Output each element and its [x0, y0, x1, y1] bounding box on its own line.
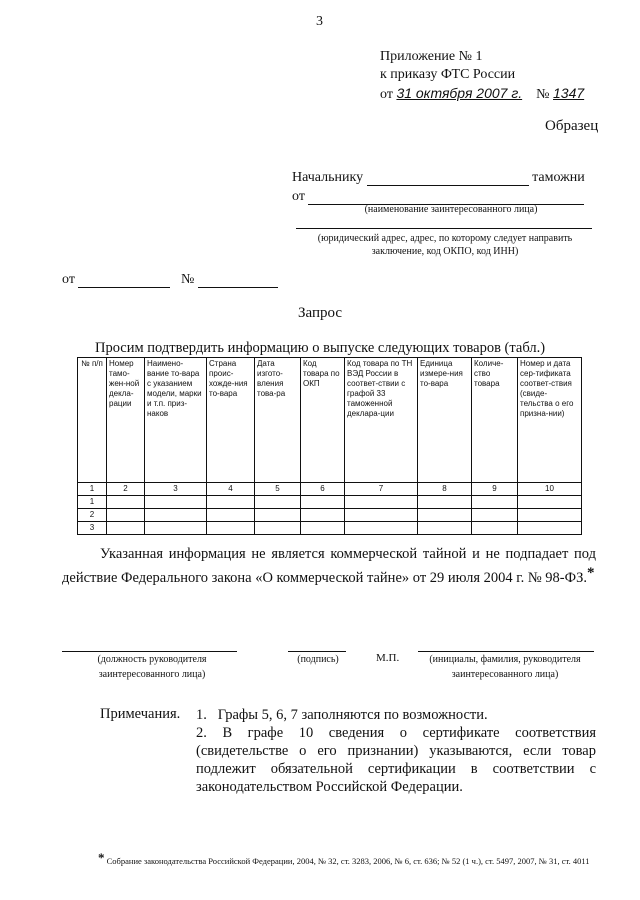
table-cell[interactable] [107, 509, 145, 522]
statement-paragraph [62, 545, 596, 588]
table-cell[interactable] [107, 496, 145, 509]
caption-name: (наименование заинтересованного лица) [364, 204, 538, 215]
column-number: 7 [345, 483, 418, 496]
from-label: от [292, 189, 305, 204]
column-number: 10 [518, 483, 582, 496]
note-2: 2. В графе 10 сведения о сертификате соответствия (свидетельстве о его признании) указываются, если товар подлежит обязательной сертификации в соответствии с законодательством Российской Федерации. [196, 725, 596, 795]
appendix-number: 1347 [553, 85, 585, 101]
table-cell[interactable] [345, 496, 418, 509]
header-cell: Код товара по ТН ВЭД России в соответ-ствии с графой 33 таможенной деклара-ции [345, 358, 418, 483]
statement-text: Указанная информация не является коммерческой тайной и не подпадает под действие Федерального закона «О коммерческой тайне» от 29 июля 2004 г. № 98-ФЗ. [62, 546, 596, 586]
appendix-number-prefix: № [536, 87, 550, 102]
column-number: 6 [301, 483, 345, 496]
sample-label: Образец [545, 118, 599, 134]
row-number: 3 [78, 522, 107, 535]
column-number: 8 [418, 483, 472, 496]
column-number: 9 [472, 483, 518, 496]
column-number: 5 [255, 483, 301, 496]
addressee-chief-line [292, 170, 585, 186]
header-cell: Код товара по ОКП [301, 358, 345, 483]
notes-list [196, 706, 596, 796]
from-no-date-blank [78, 287, 170, 288]
column-number: 4 [207, 483, 255, 496]
position-caption: (должность руководителя заинтересованного лица) [97, 654, 207, 680]
page-number: 3 [316, 14, 323, 29]
table-cell[interactable] [518, 522, 582, 535]
table-cell[interactable] [255, 509, 301, 522]
from-no-number-blank [198, 287, 278, 288]
row-number: 1 [78, 496, 107, 509]
appendix-date-line [380, 84, 584, 104]
document-title: Запрос [297, 305, 343, 321]
signature-caption: (подпись) [297, 654, 339, 665]
appendix-date-prefix: от [380, 87, 393, 102]
header-cell: Дата изгото-вления това-ра [255, 358, 301, 483]
column-number-row [78, 483, 582, 496]
appendix-date: 31 октября 2007 г. [396, 85, 523, 101]
header-cell: Страна проис-хожде-ния то-вара [207, 358, 255, 483]
addressee-from-line [292, 189, 584, 205]
appendix-header [380, 48, 584, 104]
table-cell[interactable] [418, 522, 472, 535]
name-caption: (инициалы, фамилия, руководителя заинтересованного лица) [429, 654, 581, 680]
table-cell[interactable] [107, 522, 145, 535]
header-cell: Наимено-вание то-вара с указанием модели, марки и т.п. приз-наков [145, 358, 207, 483]
intro-text: Просим подтвердить информацию о выпуске следующих товаров (табл.) [94, 340, 546, 356]
seal-label: М.П. [376, 652, 400, 664]
from-no-number-label: № [180, 272, 195, 287]
table-cell[interactable] [207, 509, 255, 522]
address-blank-line [296, 228, 592, 229]
column-number: 1 [78, 483, 107, 496]
table-cell[interactable] [345, 509, 418, 522]
customs-label: таможни [532, 170, 585, 185]
table-cell[interactable] [207, 522, 255, 535]
column-number: 3 [145, 483, 207, 496]
caption-address: (юридический адрес, адрес, по которому следует направить заключение, код ОКПО, код ИНН) [317, 233, 573, 257]
from-number-line [62, 272, 278, 288]
table-cell[interactable] [207, 496, 255, 509]
appendix-line2: к приказу ФТС России [380, 67, 516, 82]
chief-blank [367, 185, 529, 186]
table-cell[interactable] [418, 496, 472, 509]
notes-heading: Примечания. [100, 706, 181, 722]
footnote [98, 852, 598, 867]
table-cell[interactable] [255, 496, 301, 509]
footnote-text: Собрание законодательства Российской Федерации, 2004, № 32, ст. 3283, 2006, № 6, ст. 636; № 52 (1 ч.), ст. 5497, 2007, № 31, ст. 4011 [106, 856, 590, 866]
header-cell: Единица измере-ния то-вара [418, 358, 472, 483]
header-cell: Номер и дата сер-тификата соответ-ствия (свиде-тельства о его призна-нии) [518, 358, 582, 483]
header-cell: Номер тамо-жен-ной декла-рации [107, 358, 145, 483]
table-cell[interactable] [472, 509, 518, 522]
table-cell[interactable] [145, 496, 207, 509]
table-cell[interactable] [472, 496, 518, 509]
appendix-line1: Приложение № 1 [380, 49, 483, 64]
chief-label: Начальнику [292, 170, 364, 185]
table-row [78, 509, 582, 522]
table-cell[interactable] [301, 522, 345, 535]
table-cell[interactable] [301, 496, 345, 509]
table-cell[interactable] [145, 522, 207, 535]
note-1: 1. Графы 5, 6, 7 заполняются по возможности. [196, 707, 488, 723]
table-cell[interactable] [145, 509, 207, 522]
table-cell[interactable] [518, 496, 582, 509]
column-number: 2 [107, 483, 145, 496]
row-number: 2 [78, 509, 107, 522]
table-cell[interactable] [345, 522, 418, 535]
table-row [78, 496, 582, 509]
table-cell[interactable] [472, 522, 518, 535]
table-cell[interactable] [255, 522, 301, 535]
footnote-mark: * [586, 565, 595, 581]
table-cell[interactable] [418, 509, 472, 522]
header-cell: Количе-ство товара [472, 358, 518, 483]
footnote-star: * [98, 850, 105, 865]
from-no-from-label: от [62, 272, 75, 287]
table-cell[interactable] [518, 509, 582, 522]
goods-table [77, 357, 582, 535]
table-row [78, 522, 582, 535]
table-cell[interactable] [301, 509, 345, 522]
table-header-row [78, 358, 582, 483]
header-cell: № п/п [78, 358, 107, 483]
